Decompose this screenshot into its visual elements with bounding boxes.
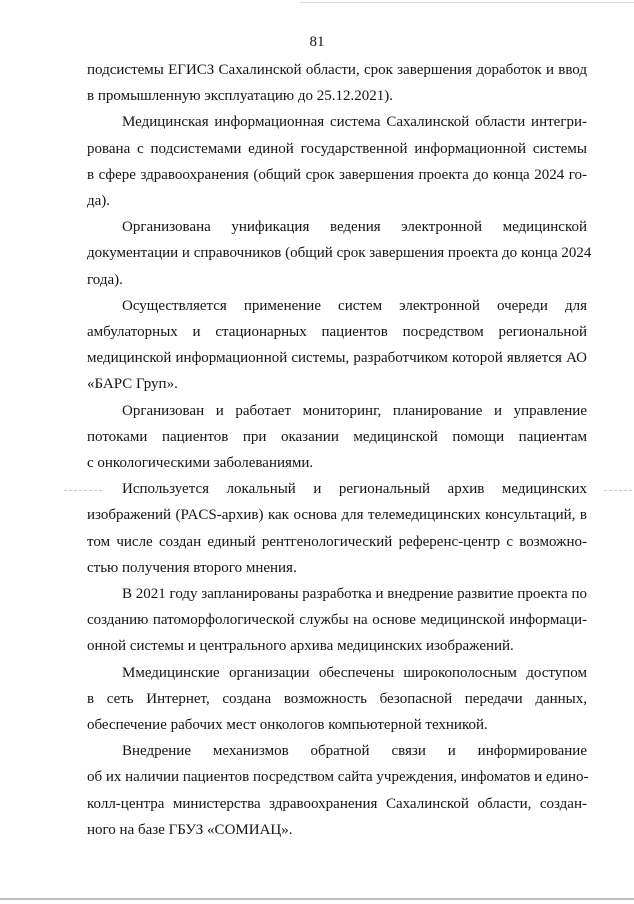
text-line: ного на базе ГБУЗ «СОМИАЦ». (87, 821, 293, 838)
text-line: стью получения второго мнения. (87, 559, 297, 576)
text-line: в промышленную эксплуатацию до 25.12.2021). (87, 88, 393, 105)
text-line: Организован и работает мониторинг, планирование и управление (122, 402, 587, 419)
text-line: колл-центра министерства здравоохранения Сахалинской области, создан- (87, 795, 587, 812)
text-line: амбулаторных и стационарных пациентов посредством региональной (87, 324, 587, 341)
text-line: Ммедицинские организации обеспечены широкополосным доступом (122, 664, 587, 681)
text-line: Медицинская информационная система Сахалинской области интегри- (122, 114, 587, 131)
page-number: 81 (309, 34, 325, 50)
scan-edge-line-bottom (0, 898, 634, 900)
text-line: В 2021 году запланированы разработка и внедрение развитие проекта по (122, 586, 587, 603)
scan-edge-line-top (300, 2, 634, 3)
text-line: в сеть Интернет, создана возможность безопасной передачи данных, (87, 690, 587, 707)
text-line: Внедрение механизмов обратной связи и информирование (122, 743, 587, 760)
text-line: Осуществляется применение систем электронной очереди для (122, 297, 587, 314)
body-text (87, 57, 592, 843)
text-line: созданию патоморфологической службы на основе медицинской информаци- (87, 612, 587, 629)
text-line: подсистемы ЕГИСЗ Сахалинской области, срок завершения доработок и ввод (87, 62, 587, 78)
text-line: об их наличии пациентов посредством сайта учреждения, инфоматов и едино- (87, 769, 589, 786)
text-line: медицинской информационной системы, разработчиком которой является АО (87, 350, 587, 367)
text-line: обеспечение рабочих мест онкологов компьютерной техникой. (87, 717, 488, 734)
text-line: документации и справочников (общий срок завершения проекта до конца 2024 (87, 245, 592, 262)
text-line: потоками пациентов при оказании медицинской помощи пациентам (87, 428, 587, 445)
text-line: Используется локальный и региональный архив медицинских (122, 481, 587, 498)
text-line: рована с подсистемами единой государственной информационной системы (87, 140, 587, 157)
text-line: года). (87, 271, 123, 288)
text-line: «БАРС Груп». (87, 376, 178, 393)
text-line: изображений (PACS-архив) как основа для телемедицинских консультаций, в (87, 507, 587, 524)
text-line: том числе создан единый рентгенологический референс-центр с возможно- (87, 533, 587, 550)
text-line: Организована унификация ведения электронной медицинской (122, 219, 587, 236)
text-line: с онкологическими заболеваниями. (87, 455, 314, 472)
text-line: онной системы и центрального архива медицинских изображений. (87, 638, 514, 655)
text-line: в сфере здравоохранения (общий срок завершения проекта до конца 2024 го- (87, 166, 587, 183)
text-line: да). (87, 193, 111, 210)
margin-mark-right (604, 490, 632, 491)
